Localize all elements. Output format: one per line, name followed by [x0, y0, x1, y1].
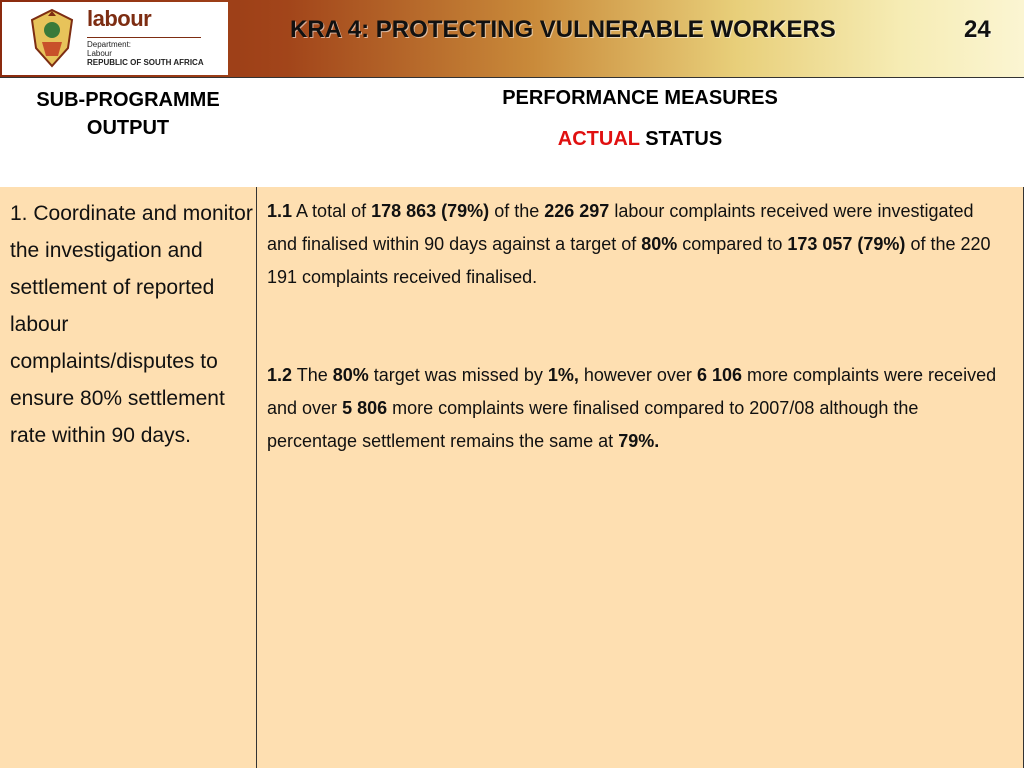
actual-status-subheader — [256, 118, 1024, 188]
measure-text: compared to — [677, 234, 788, 254]
page-number: 24 — [964, 16, 991, 43]
logo-department-text — [87, 40, 204, 67]
measure-text: of the — [489, 201, 545, 221]
measure-text: however over — [578, 365, 697, 385]
measure-text: The — [292, 365, 333, 385]
coat-of-arms-icon — [28, 8, 76, 70]
measure-text: of the 220 191 complaints received finalised. — [267, 234, 996, 287]
department-logo — [2, 2, 228, 75]
performance-measures-header: PERFORMANCE MEASURES — [256, 77, 1024, 119]
measure-1-2 — [267, 359, 1007, 458]
measure-number: 1.1 — [267, 201, 293, 221]
measure-number: 1.2 — [267, 365, 293, 385]
measure-value: 5 806 — [342, 398, 388, 418]
measure-value: 1%, — [547, 365, 579, 385]
logo-wordmark: labour — [87, 6, 152, 31]
col1-header-line2: OUTPUT — [86, 117, 170, 139]
col1-header-line1: SUB-PROGRAMME — [36, 89, 220, 111]
measure-text: labour complaints received were investigated and finalised within 90 days against a target of — [267, 201, 979, 254]
logo-divider — [87, 37, 201, 38]
performance-status-cell — [256, 187, 1024, 768]
measure-text: A total of — [292, 201, 372, 221]
output-description: 1. Coordinate and monitor the investigation and settlement of reported labour complaints/disputes to ensure 80% settlement rate within 90 days. — [0, 187, 257, 768]
sub-programme-output-header — [0, 77, 257, 188]
measure-value: 79%. — [618, 431, 660, 451]
page-title: KRA 4: PROTECTING VULNERABLE WORKERS — [290, 16, 836, 43]
measure-text: more complaints were finalised compared to 2007/08 although the percentage settlement remains the same at — [267, 398, 924, 451]
measure-value: 173 057 (79%) — [787, 234, 906, 254]
logo-dept-line1: Department: — [87, 40, 132, 49]
status-label: STATUS — [645, 128, 723, 150]
logo-dept-line3: REPUBLIC OF SOUTH AFRICA — [87, 58, 204, 67]
logo-dept-line2: Labour — [87, 49, 112, 58]
measure-value: 6 106 — [696, 365, 742, 385]
title-banner — [0, 0, 1024, 77]
measure-value: 80% — [641, 234, 678, 254]
measure-text: more complaints were received and over — [267, 365, 1002, 418]
measure-value: 80% — [332, 365, 369, 385]
measure-value: 226 297 — [544, 201, 610, 221]
actual-label: ACTUAL — [557, 128, 640, 150]
measure-value: 178 863 (79%) — [371, 201, 490, 221]
measure-text: target was missed by — [368, 365, 548, 385]
measure-1-1 — [267, 195, 1007, 294]
